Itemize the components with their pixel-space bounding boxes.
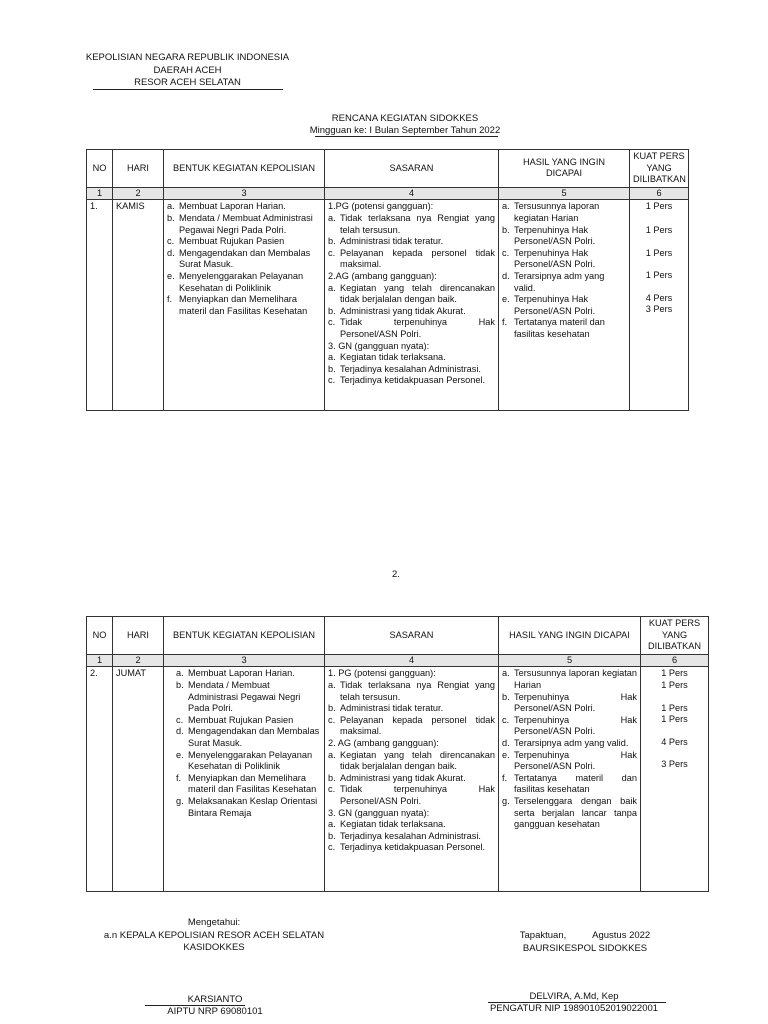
list-marker: c. [328,714,336,725]
letterhead [80,52,295,90]
pers-value: 1 Pers [661,668,688,679]
header-hari: HARI [113,617,164,655]
letterhead-line3: RESOR ACEH SELATAN [134,77,241,88]
sasaran-gn-list [328,819,495,854]
table-row [87,200,689,411]
list-text: Terpenuhinya Hak Personel/ASN Polri. [514,691,637,714]
list-text: Membuat Rujukan Pasien [188,714,294,725]
list-marker: e. [167,270,175,281]
sig-right-nip: PENGATUR NIP 198901052019022001 [489,1003,659,1014]
list-item [167,271,321,294]
sasaran-gn-list [328,352,495,387]
list-item [502,692,637,715]
list-text: Kegiatan yang telah direncanakan tidak berjalalan dengan baik. [340,749,495,772]
signature-left-name-block [120,994,310,1018]
row-bentuk [164,200,325,411]
header-hasil: HASIL YANG INGIN DICAPAI [499,617,641,655]
header-kuat-line3: DILIBATKAN [633,174,686,185]
sig-left-line2: a.n KEPALA KEPOLISIAN RESOR ACEH SELATAN [103,929,325,941]
sasaran-gn-heading: 3. GN (gangguan nyata): [328,340,430,351]
sasaran-ag-list [328,750,495,808]
list-marker: f. [176,772,182,783]
column-number-row [87,187,689,200]
list-marker: e. [502,294,510,305]
pers-value: 1 Pers [661,714,688,725]
list-marker: b. [328,830,336,841]
hasil-list [502,668,637,830]
pers-value: 3 Pers [645,304,673,315]
header-hasil-line1: HASIL YANG INGIN [522,156,606,167]
list-text: Tidak terlaksana nya Rengiat yang telah tersusun. [340,679,495,702]
col-num: 1 [87,187,113,200]
letterhead-underline [93,89,283,90]
hasil-list [502,201,626,340]
list-item [176,668,321,680]
list-text: Terjadinya kesalahan Administrasi. [340,363,481,374]
letterhead-line1: KEPOLISIAN NEGARA REPUBLIK INDONESIA [85,52,290,63]
list-item [328,317,495,340]
list-text: Mengagendakan dan Membalas Surat Masuk. [179,247,311,270]
list-marker: c. [328,375,336,386]
table-row [87,667,709,892]
list-text: Menyiapkan dan Memelihara materil dan Fasilitas Kesehatan [179,294,308,316]
signature-left-block [90,917,338,955]
list-item [328,213,495,236]
column-number-row [87,654,709,667]
list-text: Terpenuhinya Hak Personel/ASN Polri. [514,294,596,316]
col-num: 3 [164,654,325,667]
list-text: Tidak terpenuhinya Hak Personel/ASN Polri. [340,317,495,339]
list-text: Pelayanan kepada personel tidak maksimal. [340,247,495,270]
list-item [176,750,321,773]
list-text: Tersusunnya laporan kegiatan Harian [514,668,637,690]
table-header-row [87,617,709,655]
list-marker: b. [328,772,336,783]
sasaran-ag-heading: 2. AG (ambang gangguan): [328,737,439,748]
list-marker: f. [502,772,508,783]
list-marker: e. [502,749,510,760]
list-text: Tertatanya materil dan fasilitas kesehatan [514,772,637,795]
list-marker: c. [328,842,336,853]
list-marker: c. [328,784,336,795]
sig-right-title: BAURSIKESPOL SIDOKKES [522,942,648,954]
list-text: Tersusunnya laporan kegiatan Harian [514,201,600,223]
header-bentuk: BENTUK KEGIATAN KEPOLISIAN [164,150,325,188]
list-text: Terpenuhinya Hak Personel/ASN Polri. [514,224,596,247]
bentuk-list [167,201,321,317]
list-text: Membuat Rujukan Pasien [179,236,285,247]
list-text: Membuat Laporan Harian. [188,668,295,679]
list-item [502,715,637,738]
list-text: Terpenuhinya Hak Personel/ASN Polri. [514,749,637,772]
list-marker: c. [328,247,336,258]
header-kuat-line2: YANG [661,629,688,640]
list-item [502,225,626,248]
header-sasaran: SASARAN [325,150,499,188]
list-item [328,750,495,773]
col-num: 4 [325,654,499,667]
row-no: 2. [87,667,113,892]
pers-value: 1 Pers [645,224,673,235]
col-num: 4 [325,187,499,200]
header-sasaran: SASARAN [325,617,499,655]
pers-value: 1 Pers [661,702,688,713]
list-marker: g. [176,795,184,806]
col-num: 6 [641,654,709,667]
list-marker: a. [328,679,336,690]
list-text: Pelayanan kepada personel tidak maksimal. [340,714,495,737]
sig-left-name: KARSIANTO [187,994,243,1005]
sasaran-gn-heading: 3. GN (gangguan nyata): [328,807,430,818]
header-kuat-line1: KUAT PERS [648,618,701,628]
list-item [328,773,495,785]
sasaran-pg-heading: 1.PG (potensi gangguan): [328,201,434,212]
row-sasaran [325,200,499,411]
list-marker: a. [328,352,336,363]
list-marker: d. [176,726,184,737]
list-item [328,703,495,715]
list-marker: b. [328,703,336,714]
sig-left-nrp: AIPTU NRP 69080101 [167,1006,263,1017]
header-no: NO [87,150,113,188]
header-hasil [499,150,630,188]
list-text: Terpenuhinya Hak Personel/ASN Polri. [514,714,637,737]
list-text: Terselenggara dengan baik serta berjalan lancar tanpa gangguan kesehatan [514,795,637,830]
list-marker: a. [328,819,336,830]
col-num: 6 [630,187,689,200]
list-item [328,236,495,248]
list-marker: a. [328,749,336,760]
row-bentuk [164,667,325,892]
col-num: 5 [499,654,641,667]
header-kuat-line1: KUAT PERS [633,151,685,161]
list-marker: b. [328,236,336,247]
list-marker: b. [502,224,510,235]
list-marker: a. [167,201,175,212]
list-item [502,294,626,317]
bentuk-list [176,668,321,819]
list-text: Terjadinya kesalahan Administrasi. [340,830,481,841]
table-header-row [87,150,689,188]
list-marker: a. [502,201,510,212]
list-text: Membuat Laporan Harian. [179,201,286,212]
list-marker: a. [328,212,336,223]
row-no: 1. [87,200,113,411]
list-text: Mengagendakan dan Membalas Surat Masuk. [188,726,320,748]
sig-right-name: DELVIRA, A.Md, Kep [529,991,619,1002]
page-number: 2. [392,569,400,580]
pers-value: 1 Pers [645,201,673,212]
row-sasaran [325,667,499,892]
list-text: Menyelenggarakan Pelayanan Kesehatan di Poliklinik [188,749,313,772]
header-kuat-line3: DILIBATKAN [648,641,701,652]
row-hari: KAMIS [113,200,164,411]
title-line1: RENCANA KEGIATAN SIDOKKES [331,113,479,124]
list-marker: c. [502,714,510,725]
list-item [176,726,321,749]
list-marker: a. [328,282,336,293]
list-marker: f. [167,294,173,305]
sasaran-ag-list [328,283,495,341]
list-item [502,750,637,773]
list-item [176,773,321,796]
list-item [328,306,495,318]
sig-right-rule [488,1002,666,1003]
pers-value: 4 Pers [661,736,688,747]
row-pers [630,200,689,411]
list-item [328,784,495,807]
header-kuat-pers [630,150,689,188]
sasaran-pg-heading: 1. PG (potensi gangguan): [328,668,436,679]
list-marker: g. [502,795,510,806]
list-item [328,364,495,376]
list-marker: d. [502,270,510,281]
signature-right-block [490,930,680,955]
list-item [328,283,495,306]
sig-right-place: Tapaktuan, Agustus 2022 [519,930,651,941]
col-num: 5 [499,187,630,200]
list-item [328,831,495,843]
col-num: 2 [113,187,164,200]
title-underline [315,136,498,137]
list-text: Terjadinya ketidakpuasan Personel. [340,842,486,853]
list-item [502,201,626,224]
sasaran-pg-list [328,213,495,271]
list-text: Administrasi yang tidak Akurat. [340,772,466,783]
list-marker: e. [176,749,184,760]
list-item [502,317,626,340]
list-text: Administrasi yang tidak Akurat. [340,305,466,316]
col-num: 2 [113,654,164,667]
list-item [328,819,495,831]
sasaran-ag-heading: 2.AG (ambang gangguan): [328,270,437,281]
list-item [167,213,321,236]
row-hasil [499,200,630,411]
list-text: Mendata / Membuat Administrasi Pegawai Negri Pada Polri. [179,212,313,235]
activity-table-2 [86,616,709,892]
list-text: Kegiatan yang telah direncanakan tidak berjalalan dengan baik. [340,282,495,305]
list-item [328,680,495,703]
list-item [502,773,637,796]
signature-right-name-block [478,991,670,1015]
list-item [328,248,495,271]
list-marker: c. [176,714,184,725]
list-text: Terpenuhinya Hak Personel/ASN Polri. [514,247,596,270]
header-no: NO [87,617,113,655]
pers-value: 1 Pers [661,679,688,690]
list-text: Tidak terpenuhinya Hak Personel/ASN Polri. [340,784,495,806]
list-marker: b. [328,363,336,374]
list-text: Tidak terlaksana nya Rengiat yang telah tersusun. [340,212,495,235]
title-line2: Mingguan ke: I Bulan September Tahun 2022 [309,124,501,136]
list-text: Menyelenggarakan Pelayanan Kesehatan di Poliklinik [179,270,304,293]
list-item [328,715,495,738]
sig-left-rule [145,1005,245,1006]
list-marker: c. [167,236,175,247]
activity-table-1 [86,149,689,411]
list-item [176,796,321,819]
list-item [176,715,321,727]
list-item [167,248,321,271]
list-item [502,668,637,691]
list-text: Terarsipnya adm yang valid. [514,737,629,748]
list-item [167,236,321,248]
sasaran-pg-list [328,680,495,738]
list-text: Administrasi tidak teratur. [340,236,444,247]
list-marker: b. [328,305,336,316]
sig-left-line3: KASIDOKKES [183,942,245,953]
row-hasil [499,667,641,892]
list-marker: d. [502,737,510,748]
row-hari: JUMAT [113,667,164,892]
list-marker: b. [176,679,184,690]
list-text: Melaksanakan Keslap Orientasi Bintara Remaja [188,795,318,818]
list-text: Administrasi tidak teratur. [340,703,444,714]
col-num: 3 [164,187,325,200]
list-text: Kegiatan tidak terlaksana. [340,352,446,363]
list-text: Mendata / Membuat Administrasi Pegawai Negri Pada Polri. [188,679,301,714]
header-hasil-line2: DICAPAI [545,168,583,179]
pers-value: 1 Pers [645,270,673,281]
header-kuat-line2: YANG [646,162,672,173]
col-num: 1 [87,654,113,667]
letterhead-line2: DAERAH ACEH [153,64,222,76]
header-bentuk: BENTUK KEGIATAN KEPOLISIAN [164,617,325,655]
pers-value: 3 Pers [661,759,688,770]
list-item [502,271,626,294]
list-text: Terarsipnya adm yang valid. [514,270,605,293]
list-text: Tertatanya materil dan fasilitas kesehatan [514,317,605,339]
list-item [167,201,321,213]
header-hari: HARI [113,150,164,188]
list-item [502,248,626,271]
list-item [167,294,321,317]
list-marker: c. [502,247,510,258]
list-item [328,352,495,364]
list-text: Terjadinya ketidakpuasan Personel. [340,375,486,386]
document-title [250,113,560,136]
list-item [328,842,495,854]
list-text: Menyiapkan dan Memelihara materil dan Fasilitas Kesehatan [188,772,317,795]
pers-value: 1 Pers [645,247,673,258]
list-item [502,738,637,750]
list-marker: d. [167,247,175,258]
row-pers [641,667,709,892]
pers-value: 4 Pers [645,292,673,303]
header-kuat-pers [641,617,709,655]
list-item [328,375,495,387]
list-marker: a. [176,668,184,679]
list-text: Kegiatan tidak terlaksana. [340,819,446,830]
list-marker: a. [502,668,510,679]
list-marker: b. [167,212,175,223]
sig-left-line1: Mengetahui: [187,917,241,928]
list-item [502,796,637,831]
list-marker: b. [502,691,510,702]
list-marker: f. [502,317,508,328]
list-marker: c. [328,317,336,328]
list-item [176,680,321,715]
